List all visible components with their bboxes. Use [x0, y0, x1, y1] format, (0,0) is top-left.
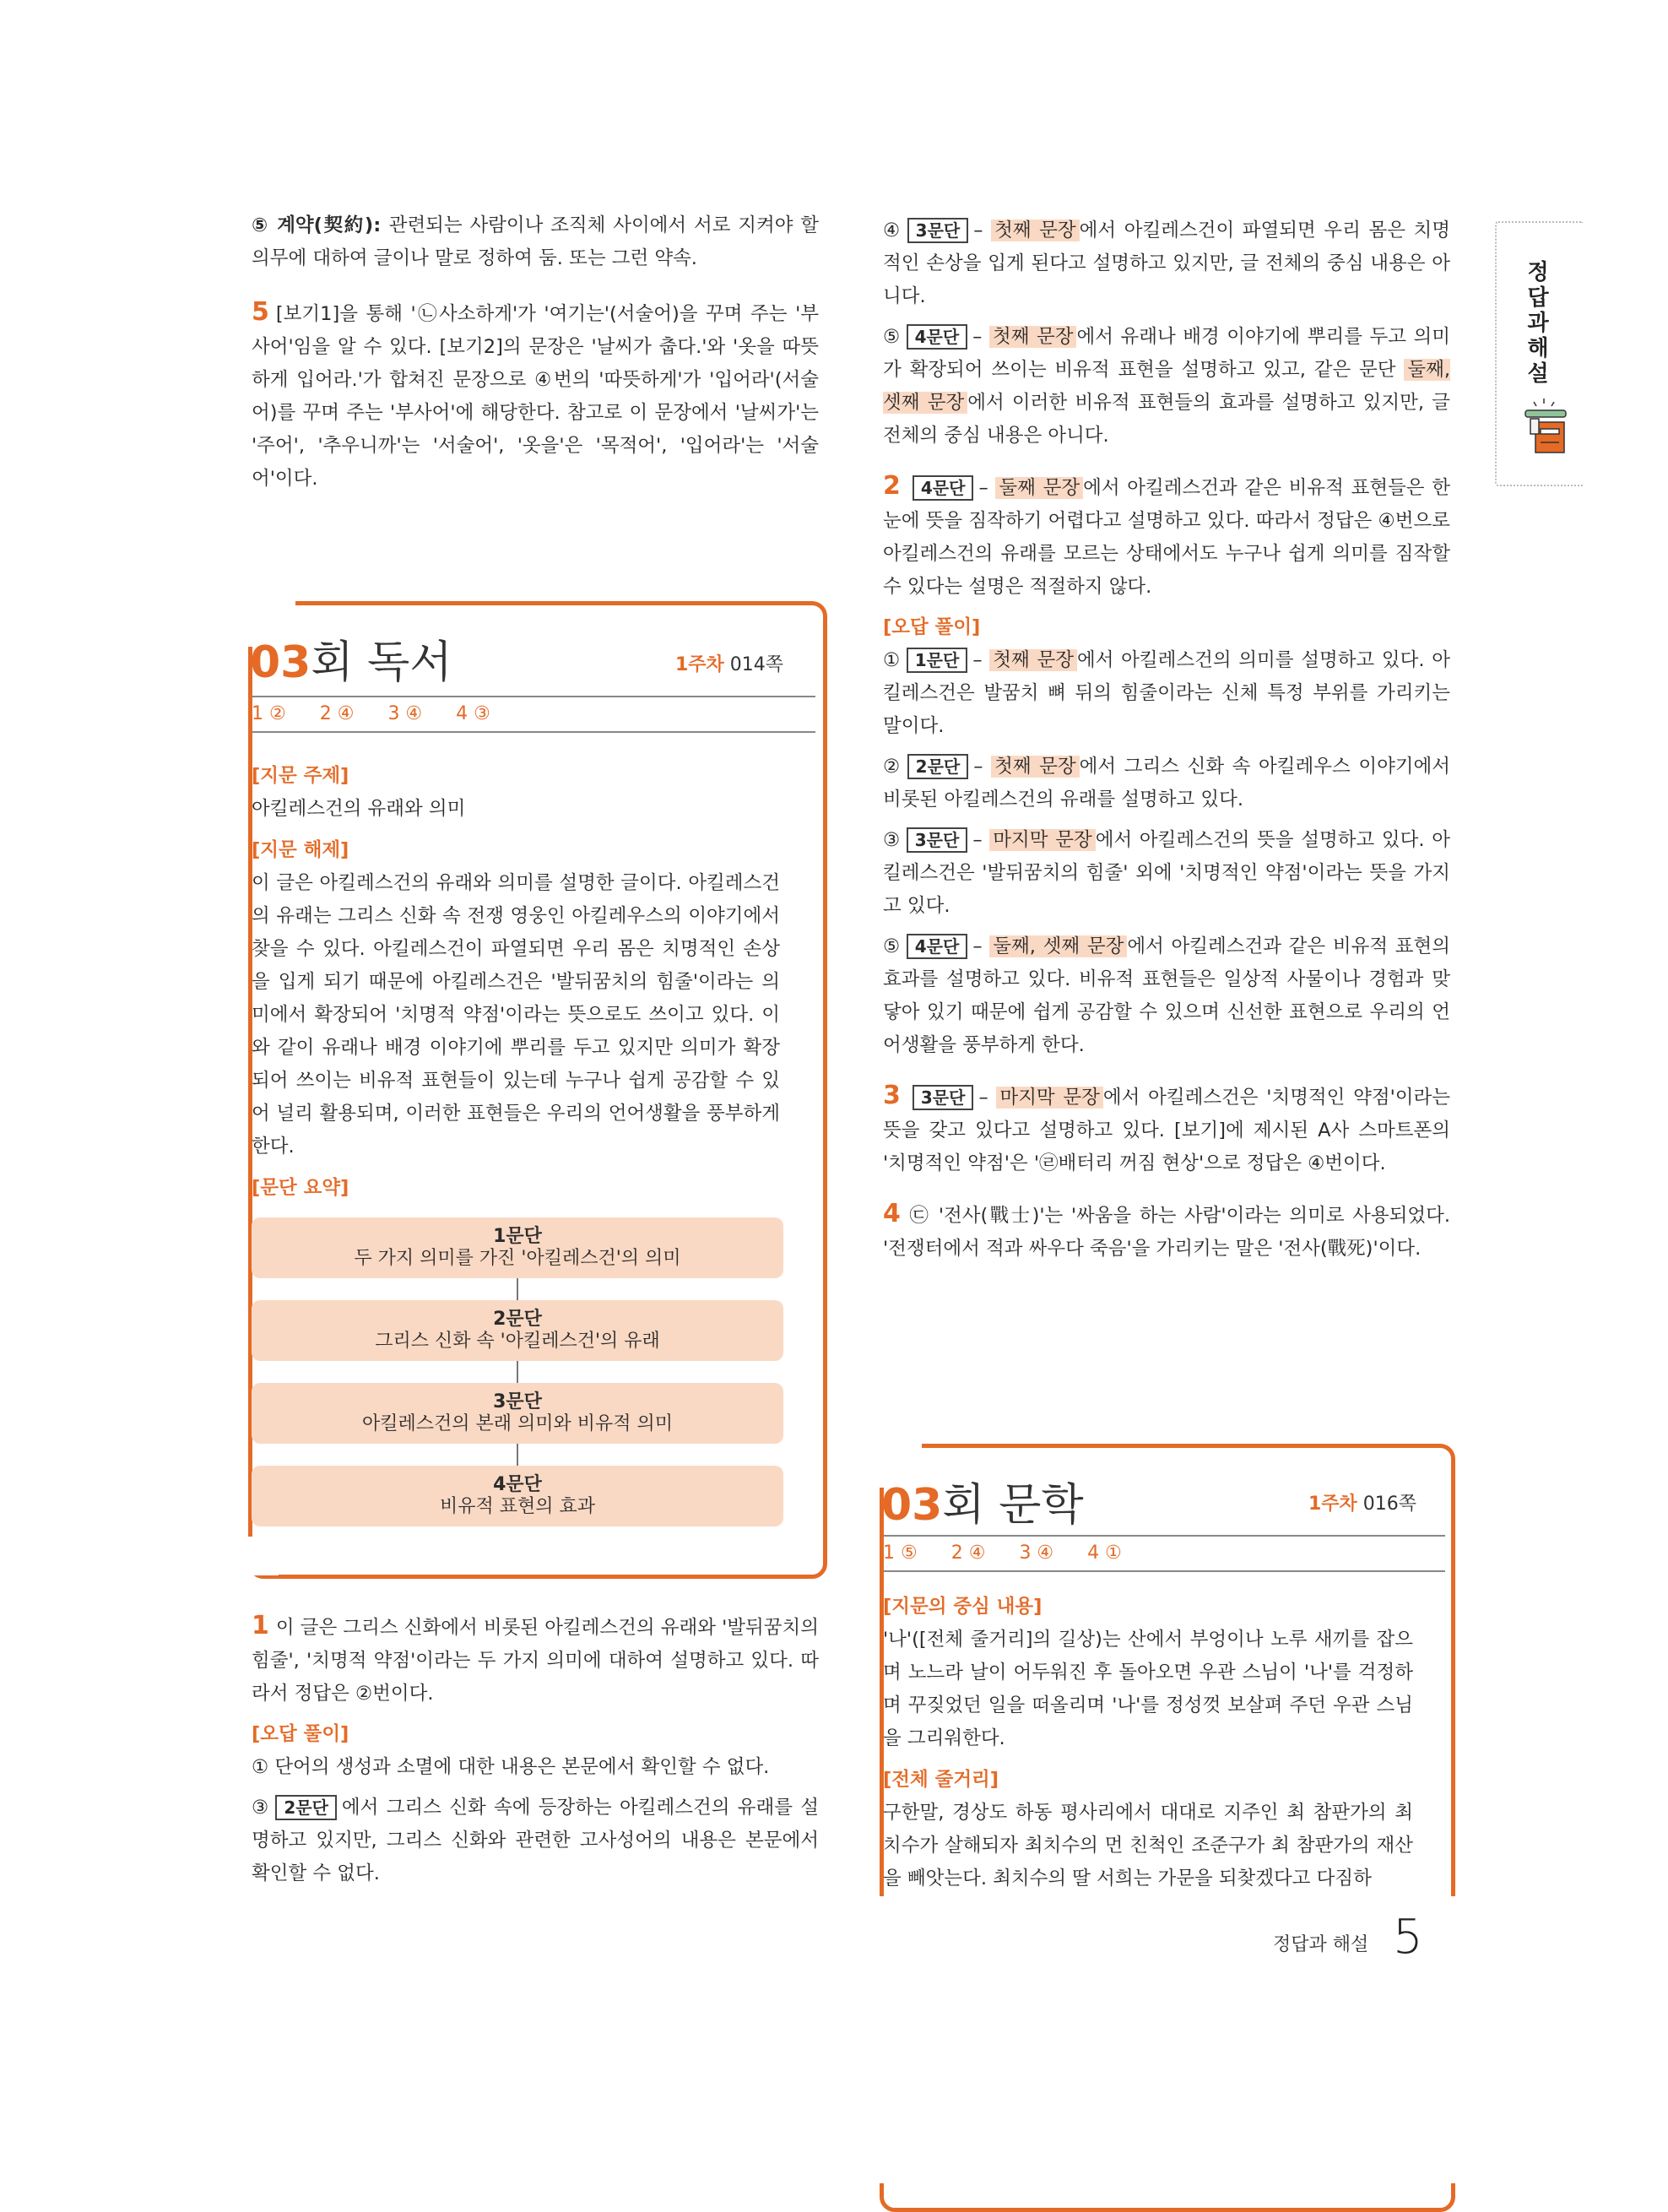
analysis-text: 이 글은 아킬레스건의 유래와 의미를 설명한 글이다. 아킬레스건의 유래는 그리스 신화 속 전쟁 영웅인 아킬레우스의 이야기에서 찾을 수 있다. 아킬레스건이 파열되면 우리 몸은 치명적인 손상을 입게 되기 때문에 아킬레스건은 '발뒤꿈치의 힘줄'이라는 의미에서 확장되어 '치명적 약점'이라는 뜻으로도 쓰이고 있다. 이와 같이 유래나 배경 이야기에 뿌리를 두고 있지만 의미가 확장되어 쓰이는 비유적 표현들이 있는데 누구나 쉽게 공감할 수 있어 널리 활용되며, 이러한 표현들은 우리의 언어생활을 풍부하게 한다. — [252, 872, 780, 1158]
answer-text: [보기1]을 통해 '㉡사소하게'가 '여기는'(서술어)을 꾸며 주는 '부사어'임을 알 수 있다. [보기2]의 문장은 '날씨가 춥다.'와 '옷을 따뜻하게 입어라.'가 합쳐진 문장으로 ④번의 '따뜻하게'가 '입어라'(서술어)를 꾸며 주는 '부사어'에 해당한다. 참고로 이 문장에서 '날씨가'는 '주어', '추우니까'는 '서술어', '옷을'은 '목적어', '입어라'는 '서술어'이다. — [252, 303, 819, 490]
q5-prev-item — [252, 209, 819, 275]
answer-key: 1 ② — [252, 703, 286, 724]
wrong-answer-item: ③ 2문단 에서 그리스 신화 속에 등장하는 아킬레스건의 유래를 설명하고 있지만, 그리스 신화와 관련한 고사성어의 내용은 본문에서 확인할 수 없다. — [252, 1797, 819, 1884]
answer-key: 4 ① — [1087, 1542, 1122, 1564]
wrong-answer-heading: [오답 풀이] — [883, 616, 981, 638]
right-column — [883, 214, 1450, 1273]
answer-1: 1 이 글은 그리스 신화에서 비롯된 아킬레스건의 유래와 '발뒤꿈치의 힘줄', '치명적 약점'이라는 두 가지 의미에 대하여 설명하고 있다. 따라서 정답은 ②번이다. — [252, 1611, 819, 1705]
answer-key: 1 ⑤ — [883, 1542, 918, 1564]
theme-text: 아킬레스건의 유래와 의미 — [252, 798, 466, 820]
week-page-ref: 1주차 016쪽 — [1308, 1494, 1417, 1515]
wrong-answer-item: ② 2문단 – 첫째 문장 에서 그리스 신화 속 아킬레우스 이야기에서 비롯된 아킬레스건의 유래를 설명하고 있다. — [883, 756, 1451, 811]
core-text: '나'([전체 줄거리]의 길상)는 산에서 부엉이나 노루 새끼를 잡으며 노느라 날이 어두워진 후 돌아오면 우관 스님이 '나'를 걱정하며 꾸짖었던 일을 떠올리며 '나'를 정성껏 보살펴 주던 우관 스님을 그리워한다. — [883, 1629, 1413, 1749]
left-bottom — [252, 1609, 819, 1898]
answer-key-row — [252, 696, 815, 733]
wrong-answer-item: ① 단어의 생성과 소멸에 대한 내용은 본문에서 확인할 수 없다. — [252, 1756, 770, 1778]
answer-4: 4 ㉢ '전사(戰士)'는 '싸움을 하는 사람'이라는 의미로 사용되었다. '전쟁터에서 적과 싸우다 죽음'을 가리키는 말은 '전사(戰死)'이다. — [883, 1199, 1450, 1260]
answer-key-row — [883, 1535, 1445, 1572]
analysis-heading: [지문 해제] — [252, 839, 349, 861]
literature-content — [883, 1591, 1413, 1895]
summary-box: 3문단 아킬레스건의 본래 의미와 비유적 의미 — [252, 1383, 783, 1444]
summary-box: 4문단 비유적 표현의 효과 — [252, 1466, 783, 1526]
wrong-answer-item: ③ 3문단 – 마지막 문장 에서 아킬레스건의 뜻을 설명하고 있다. 아킬레스건은 '발뒤꿈치의 힘줄' 외에 '치명적인 약점'이라는 뜻을 가지고 있다. — [883, 829, 1450, 917]
week-page-ref: 1주차 014쪽 — [675, 654, 784, 675]
section-title: 03회 문학 — [881, 1480, 1084, 1531]
wrong-answer-item: ⑤ 4문단 – 둘째, 셋째 문장 에서 아킬레스건과 같은 비유적 표현의 효과를 설명하고 있다. 비유적 표현들은 일상적 사물이나 경험과 맞닿아 있기 때문에 쉽게 공감할 수 있으며 신선한 표현으로 우리의 언어생활을 풍부하게 한다. — [883, 935, 1451, 1056]
answer-2: 2 4문단 – 둘째 문장 에서 아킬레스건과 같은 비유적 표현들은 한눈에 뜻을 짐작하기 어렵다고 설명하고 있다. 따라서 정답은 ④번으로 아킬레스건의 유래를 모르는 상태에서도 누구나 쉽게 의미를 짐작할 수 있다는 설명은 적절하지 않다. — [883, 471, 1451, 598]
summary-heading: [문단 요약] — [252, 1177, 349, 1199]
answer-key: 4 ③ — [456, 703, 490, 724]
summary-box: 1문단 두 가지 의미를 가진 '아킬레스건'의 의미 — [252, 1217, 783, 1278]
side-tab-label: 정 답 과 해 설 — [1527, 260, 1549, 387]
explain-item: ④ 3문단 – 첫째 문장 에서 아킬레스건이 파열되면 우리 몸은 치명적인 손상을 입게 된다고 설명하고 있지만, 글 전체의 중심 내용은 아니다. — [883, 220, 1451, 307]
term: ⑤ 계약(契約): — [252, 214, 389, 236]
answer-5 — [252, 295, 819, 496]
answer-3: 3 3문단 – 마지막 문장 에서 아킬레스건은 '치명적인 약점'이라는 뜻을 갖고 있다고 설명하고 있다. [보기]에 제시된 A사 스마트폰의 '치명적인 약점'은 '㉣배터리 꺼짐 현상'으로 정답은 ④번이다. — [883, 1081, 1451, 1174]
answer-key: 3 ④ — [387, 703, 423, 724]
paragraph-summary-flow — [252, 1217, 783, 1526]
theme-heading: [지문 주제] — [252, 765, 349, 787]
core-heading: [지문의 중심 내용] — [883, 1596, 1042, 1618]
question-number: 5 — [252, 297, 269, 327]
plot-text: 구한말, 경상도 하동 평사리에서 대대로 지주인 최 참판가의 최치수가 살해되자 최치수의 먼 친척인 조준구가 최 참판가의 재산을 빼앗는다. 최치수의 딸 서희는 가문을 되찾겠다고 다짐하 — [883, 1802, 1413, 1889]
page-number: 5 — [1393, 1910, 1423, 1965]
side-tab — [1495, 221, 1583, 486]
wrong-answer-heading: [오답 풀이] — [252, 1723, 349, 1745]
answer-key: 3 ④ — [1019, 1542, 1054, 1564]
section-title: 03회 독서 — [250, 637, 452, 688]
footer-label: 정답과 해설 — [1273, 1934, 1369, 1955]
answer-key: 2 ④ — [950, 1542, 986, 1564]
left-top — [252, 209, 819, 503]
reading-content — [252, 751, 780, 1205]
book-pen-icon — [1519, 397, 1573, 456]
explain-item: ⑤ 4문단 – 첫째 문장 에서 유래나 배경 이야기에 뿌리를 두고 의미가 확장되어 쓰이는 비유적 표현을 설명하고 있고, 같은 문단 둘째, 셋째 문장 에서 이러한 비유적 표현들의 효과를 설명하고 있지만, 글 전체의 중심 내용은 아니다. — [883, 326, 1451, 447]
answer-key: 2 ④ — [319, 703, 355, 724]
plot-heading: [전체 줄거리] — [883, 1769, 999, 1791]
wrong-answer-item: ① 1문단 – 첫째 문장 에서 아킬레스건의 의미를 설명하고 있다. 아킬레스건은 발꿈치 뼈 뒤의 힘줄이라는 신체 특정 부위를 가리키는 말이다. — [883, 649, 1450, 737]
summary-box: 2문단 그리스 신화 속 '아킬레스건'의 유래 — [252, 1300, 783, 1361]
term-definition: 관련되는 사람이나 조직체 사이에서 서로 지켜야 할 의무에 대하여 글이나 말로 정하여 둠. 또는 그런 약속. — [252, 214, 819, 269]
